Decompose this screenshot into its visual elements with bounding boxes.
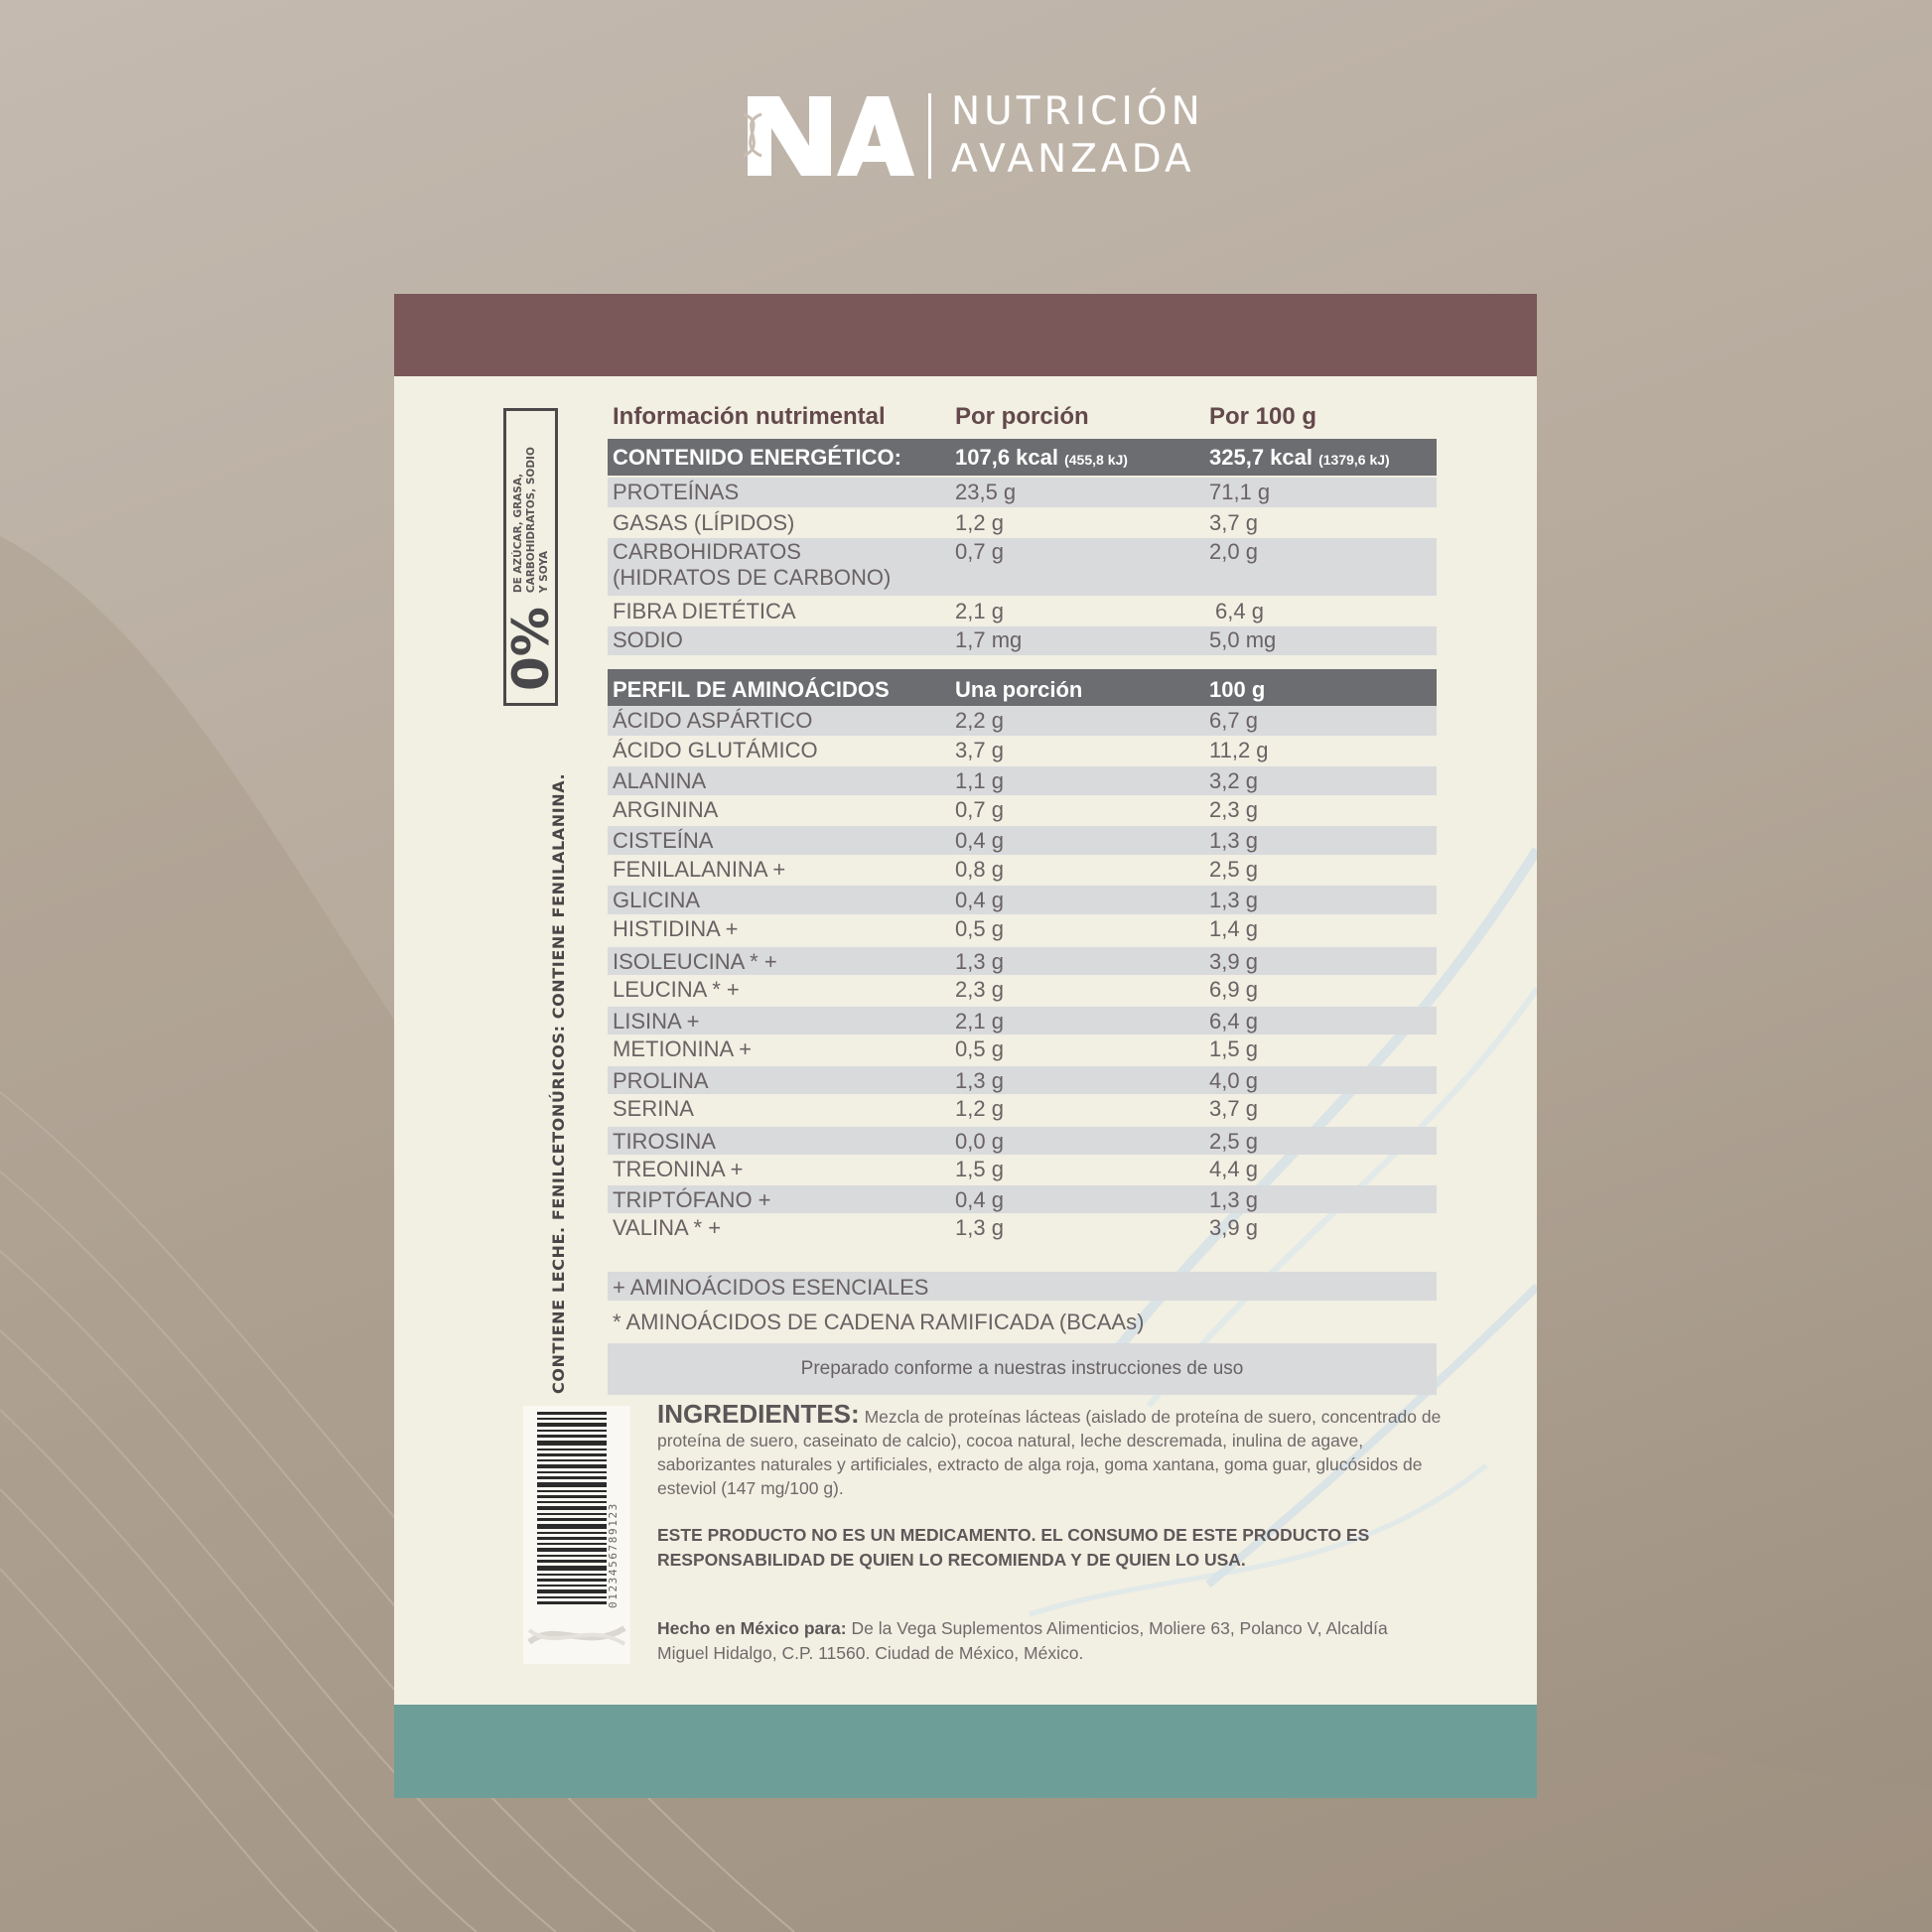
energy-row xyxy=(608,439,1437,476)
made-in-text: De la Vega Suplementos Alimenticios, Moliere 63, Polanco V, Alcaldía Miguel Hidalgo, C.P. 11560. Ciudad de México, México. xyxy=(657,1618,1388,1663)
amino-name: METIONINA + xyxy=(613,1036,752,1061)
amino-per100: 3,2 g xyxy=(1209,768,1258,793)
amino-row xyxy=(608,706,1437,736)
amino-name: GLICINA xyxy=(613,888,701,912)
amino-portion: 2,3 g xyxy=(955,977,1004,1002)
amino-portion: 1,1 g xyxy=(955,768,1004,793)
amino-row xyxy=(608,1066,1437,1094)
amino-row xyxy=(608,1127,1437,1155)
amino-portion: 1,3 g xyxy=(955,1068,1004,1093)
amino-row xyxy=(608,1185,1437,1213)
amino-name: TRIPTÓFANO + xyxy=(613,1187,771,1212)
header-info: Información nutrimental xyxy=(613,403,886,430)
amino-row xyxy=(608,1155,1437,1185)
amino-rows xyxy=(608,706,1437,1245)
legend-bcaa-row: * AMINOÁCIDOS DE CADENA RAMIFICADA (BCAAs) xyxy=(613,1310,1145,1334)
amino-per100: 3,7 g xyxy=(1209,1096,1258,1121)
made-in-block xyxy=(657,1616,1442,1666)
ingredients-block xyxy=(657,1399,1442,1500)
amino-row xyxy=(608,975,1437,1007)
amino-per100: 4,0 g xyxy=(1209,1068,1258,1093)
nutrient-row: FIBRA DIETÉTICA 2,1 g 6,4 g xyxy=(613,599,1264,623)
na-logo-mark-icon xyxy=(740,94,914,178)
barcode xyxy=(523,1406,630,1664)
amino-row xyxy=(608,1094,1437,1127)
amino-per100: 3,9 g xyxy=(1209,949,1258,974)
header-per-100g: Por 100 g xyxy=(1209,403,1317,430)
amino-name: ÁCIDO GLUTÁMICO xyxy=(613,738,818,762)
prepared-note: Preparado conforme a nuestras instrucciones de uso xyxy=(608,1343,1437,1395)
amino-name: PROLINA xyxy=(613,1068,709,1093)
label-bottom-band xyxy=(394,1705,1537,1798)
amino-name: SERINA xyxy=(613,1096,694,1121)
legend-essential-row: + AMINOÁCIDOS ESENCIALES xyxy=(608,1272,1437,1301)
nutrient-row: GASAS (LÍPIDOS) 1,2 g 3,7 g xyxy=(613,510,1258,535)
amino-header-row: PERFIL DE AMINOÁCIDOS Una porción 100 g xyxy=(608,669,1437,706)
amino-portion: 0,8 g xyxy=(955,857,1004,882)
ingredients-title: INGREDIENTES: xyxy=(657,1399,860,1429)
nutrition-header-row xyxy=(608,403,1437,439)
nutrient-row: CARBOHIDRATOS (HIDRATOS DE CARBONO) 0,7 g 2,0 g xyxy=(608,538,1437,596)
amino-row xyxy=(608,795,1437,826)
logo-divider xyxy=(928,93,931,179)
amino-per100: 2,3 g xyxy=(1209,797,1258,822)
amino-name: TIROSINA xyxy=(613,1129,716,1154)
amino-name: ISOLEUCINA * + xyxy=(613,949,777,974)
amino-portion: 3,7 g xyxy=(955,738,1004,762)
brand-wordmark xyxy=(951,88,1204,184)
amino-per100: 1,5 g xyxy=(1209,1036,1258,1061)
amino-portion: 0,4 g xyxy=(955,1187,1004,1212)
zero-percent-badge xyxy=(503,408,558,706)
amino-per100: 2,5 g xyxy=(1209,857,1258,882)
barcode-number: 0123456789123 xyxy=(607,1502,620,1608)
energy-label: CONTENIDO ENERGÉTICO: xyxy=(613,445,901,470)
amino-per100: 2,5 g xyxy=(1209,1129,1258,1154)
amino-per100: 6,9 g xyxy=(1209,977,1258,1002)
energy-per-portion: 107,6 kcal (455,8 kJ) xyxy=(955,445,1128,470)
amino-name: HISTIDINA + xyxy=(613,916,739,941)
amino-row xyxy=(608,855,1437,886)
amino-per100: 3,9 g xyxy=(1209,1215,1258,1240)
amino-row xyxy=(608,914,1437,947)
amino-row xyxy=(608,947,1437,975)
amino-name: ARGININA xyxy=(613,797,719,822)
amino-name: ALANINA xyxy=(613,768,707,793)
nutrition-table xyxy=(608,403,1437,1245)
amino-per100: 4,4 g xyxy=(1209,1157,1258,1181)
amino-portion: 0,0 g xyxy=(955,1129,1004,1154)
amino-row xyxy=(608,1007,1437,1035)
brand-name-line2: AVANZADA xyxy=(951,137,1195,182)
amino-per100: 11,2 g xyxy=(1209,738,1269,762)
amino-portion: 1,3 g xyxy=(955,1215,1004,1240)
amino-portion: 0,4 g xyxy=(955,888,1004,912)
amino-name: FENILALANINA + xyxy=(613,857,786,882)
amino-name: ÁCIDO ASPÁRTICO xyxy=(613,708,813,733)
dna-icon xyxy=(527,1612,626,1660)
nutrient-row: PROTEÍNAS 23,5 g 71,1 g xyxy=(608,478,1437,507)
amino-per100: 6,4 g xyxy=(1209,1009,1258,1034)
amino-name: VALINA * + xyxy=(613,1215,722,1240)
amino-name: LEUCINA * + xyxy=(613,977,740,1002)
amino-portion: 0,5 g xyxy=(955,1036,1004,1061)
zero-percent-note: DE AZÚCAR, GRASA, CARBOHIDRATOS, SODIO Y SOYA xyxy=(511,447,549,594)
amino-portion: 2,1 g xyxy=(955,1009,1004,1034)
zero-percent: 0% xyxy=(501,607,560,691)
amino-per100: 1,4 g xyxy=(1209,916,1258,941)
amino-row xyxy=(608,826,1437,855)
amino-portion: 2,2 g xyxy=(955,708,1004,733)
amino-portion: 0,5 g xyxy=(955,916,1004,941)
amino-portion: 1,5 g xyxy=(955,1157,1004,1181)
amino-portion: 0,4 g xyxy=(955,828,1004,853)
amino-portion: 0,7 g xyxy=(955,797,1004,822)
nutrition-label xyxy=(394,294,1537,1798)
amino-name: CISTEÍNA xyxy=(613,828,714,853)
amino-row xyxy=(608,736,1437,766)
amino-row xyxy=(608,1035,1437,1066)
amino-name: LISINA + xyxy=(613,1009,700,1034)
nutrient-row: SODIO 1,7 mg 5,0 mg xyxy=(608,626,1437,655)
amino-portion: 1,2 g xyxy=(955,1096,1004,1121)
amino-name: TREONINA + xyxy=(613,1157,744,1181)
amino-per100: 6,7 g xyxy=(1209,708,1258,733)
amino-row xyxy=(608,1213,1437,1245)
amino-per100: 1,3 g xyxy=(1209,828,1258,853)
amino-portion: 1,3 g xyxy=(955,949,1004,974)
amino-per100: 1,3 g xyxy=(1209,1187,1258,1212)
amino-per100: 1,3 g xyxy=(1209,888,1258,912)
ingredients-text: Mezcla de proteínas lácteas (aislado de proteína de suero, concentrado de proteína de suero, caseinato de calcio), cocoa natural, leche descremada, inulina de agave, saborizantes naturales y artificiales, extracto de alga roja, goma xantana, goma guar, glucósidos de esteviol (147 mg/100 g). xyxy=(657,1407,1442,1498)
made-in-label: Hecho en México para: xyxy=(657,1618,847,1638)
medication-warning: ESTE PRODUCTO NO ES UN MEDICAMENTO. EL CONSUMO DE ESTE PRODUCTO ES RESPONSABILIDAD DE QUIEN LO RECOMIENDA Y DE QUIEN LO USA. xyxy=(657,1525,1370,1570)
header-per-portion: Por porción xyxy=(955,403,1089,430)
brand-logo xyxy=(740,91,1204,181)
amino-row xyxy=(608,766,1437,795)
energy-per-100g: 325,7 kcal (1379,6 kJ) xyxy=(1209,445,1390,470)
brand-name-line1: NUTRICIÓN xyxy=(951,89,1204,134)
allergen-side-note: CONTIENE LECHE. FENILCETONÚRICOS: CONTIENE FENILALANINA. xyxy=(549,772,568,1394)
amino-row xyxy=(608,886,1437,914)
